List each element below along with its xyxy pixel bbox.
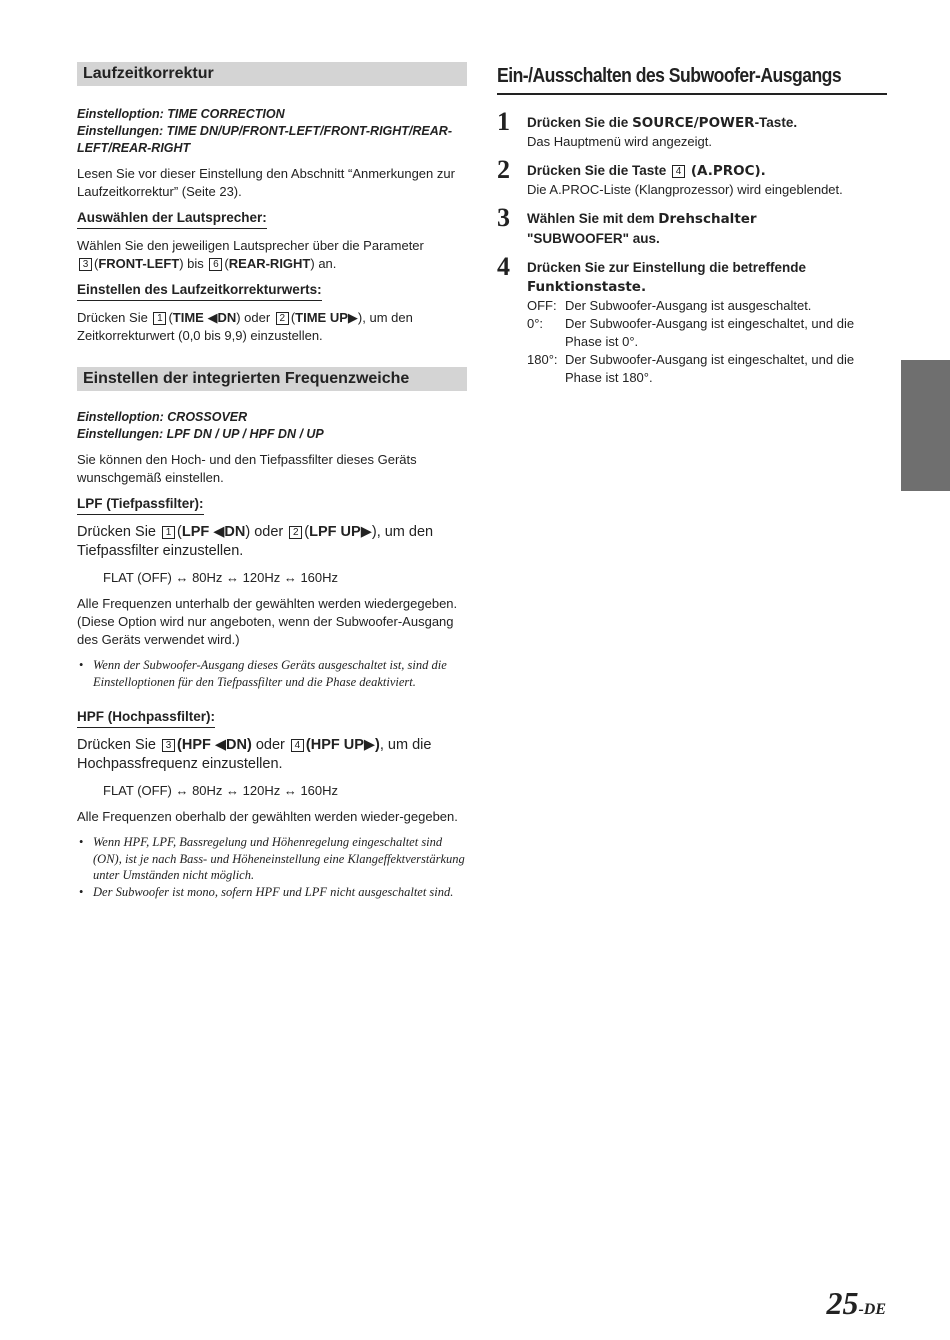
hpf-text: Drücken Sie 3 (HPF ◀DN) oder 4 (HPF UP▶), um die Hochpassfrequenz einzustellen. [77,737,432,772]
step-2: 2 Drücken Sie die Taste 4 (A.PROC). Die A.PROC-Liste (Klangprozessor) wird eingeblendet. [497,161,887,199]
lpf-description: Alle Frequenzen unterhalb der gewählten werden wiedergegeben. [77,596,458,611]
setting-option: Einstelloption: TIME CORRECTION [77,107,285,121]
step-4: 4 Drücken Sie zur Einstellung die betreffende Funktionstaste. OFF: Der Subwoofer-Ausgang ist ausgeschaltet. 0°: Der Subwoofer-Ausgang ist eingeschaltet, und die Phase ist 0°. 180°: Der Subwoofer-Ausgang ist eingeschaltet, und die Phase ist 180°. [497,258,887,387]
intro-text: Lesen Sie vor dieser Einstellung den Abschnitt “Anmerkungen zur Laufzeitkorrektur” (Seite 23). [77,166,455,199]
subwoofer-title: Ein-/Ausschalten des Subwoofer-Ausgangs [497,65,842,87]
option-0-degrees: 0°: Der Subwoofer-Ausgang ist eingeschaltet, und die Phase ist 0°. [527,316,855,349]
subheading-lpf: LPF (Tiefpassfilter): [77,495,204,515]
section-heading-time-correction: Laufzeitkorrektur [77,62,467,86]
lpf-description-note: (Diese Option wird nur angeboten, wenn der Subwoofer-Ausgang des Geräts verwendet wird.) [77,614,454,647]
chapter-tab [901,360,950,491]
step-number: 2 [497,155,510,184]
hpf-bullet-note-2: • Der Subwoofer ist mono, sofern HPF und LPF nicht ausgeschaltet sind. [77,884,467,901]
step-3: 3 Wählen Sie mit dem Drehschalter "SUBWOOFER" aus. [497,203,757,246]
step-1: 1 Drücken Sie die SOURCE/POWER-Taste. Das Hauptmenü wird angezeigt. [497,113,887,151]
subheading-time-value: Einstellen des Laufzeitkorrekturwerts: [77,281,322,301]
step-number: 4 [497,252,510,281]
step-1-result: Das Hauptmenü wird angezeigt. [527,134,712,149]
section-heading-crossover: Einstellen der integrierten Frequenzweiche [77,367,467,391]
key-2-icon: 2 [276,312,289,325]
hpf-bullet-note-1: • Wenn HPF, LPF, Bassregelung und Höhenregelung eingeschaltet sind (ON), ist je nach Bass- und Höheneinstellung eine Klangeffektverstärkung unter Umständen nicht möglich. [77,834,467,884]
key-1-icon: 1 [162,526,175,539]
hpf-description: Alle Frequenzen oberhalb der gewählten werden wieder-gegeben. [77,809,458,824]
option-off: OFF: Der Subwoofer-Ausgang ist ausgeschaltet. [527,298,812,313]
key-6-icon: 6 [209,258,222,271]
left-column [77,62,467,900]
crossover-option: Einstelloption: CROSSOVER [77,410,248,424]
subheading-hpf: HPF (Hochpassfilter): [77,708,215,728]
key-1-icon: 1 [153,312,166,325]
key-3-icon: 3 [162,739,175,752]
settings-line-2: LEFT/REAR-RIGHT [77,141,191,155]
page-number: 25-DE [826,1285,886,1321]
step-number: 1 [497,107,510,136]
lpf-frequencies: FLAT (OFF) ↔ 80Hz ↔ 120Hz ↔ 160Hz [103,570,339,585]
key-3-icon: 3 [79,258,92,271]
hpf-frequencies: FLAT (OFF) ↔ 80Hz ↔ 120Hz ↔ 160Hz [103,783,339,798]
right-column [497,62,887,387]
key-4-icon: 4 [672,165,685,178]
crossover-intro: Sie können den Hoch- und den Tiefpassfilter dieses Geräts wunschgemäß einstellen. [77,452,417,485]
time-value-text: Drücken Sie 1 (TIME ◀DN) oder 2 (TIME UP▶), um den Zeitkorrekturwert (0,0 bis 9,9) einzustellen. [77,310,413,343]
lpf-bullet-note: • Wenn der Subwoofer-Ausgang dieses Geräts ausgeschaltet ist, sind die Einstelloptionen für den Tiefpassfilter und die Phase deaktiviert. [77,657,467,690]
settings-line-1: Einstellungen: TIME DN/UP/FRONT-LEFT/FRONT-RIGHT/REAR- [77,124,452,138]
crossover-settings: Einstellungen: LPF DN / UP / HPF DN / UP [77,427,324,441]
select-speakers-text: Wählen Sie den jeweiligen Lautsprecher über die Parameter 3 (FRONT-LEFT) bis 6 (REAR-RIGHT) an. [77,238,424,271]
subheading-select-speakers: Auswählen der Lautsprecher: [77,209,267,229]
key-2-icon: 2 [289,526,302,539]
option-180-degrees: 180°: Der Subwoofer-Ausgang ist eingeschaltet, und die Phase ist 180°. [527,352,855,385]
lpf-text: Drücken Sie 1 (LPF ◀DN) oder 2 (LPF UP▶), um den Tiefpassfilter einzustellen. [77,524,434,559]
step-2-result: Die A.PROC-Liste (Klangprozessor) wird eingeblendet. [527,182,843,197]
step-number: 3 [497,203,510,232]
key-4-icon: 4 [291,739,304,752]
